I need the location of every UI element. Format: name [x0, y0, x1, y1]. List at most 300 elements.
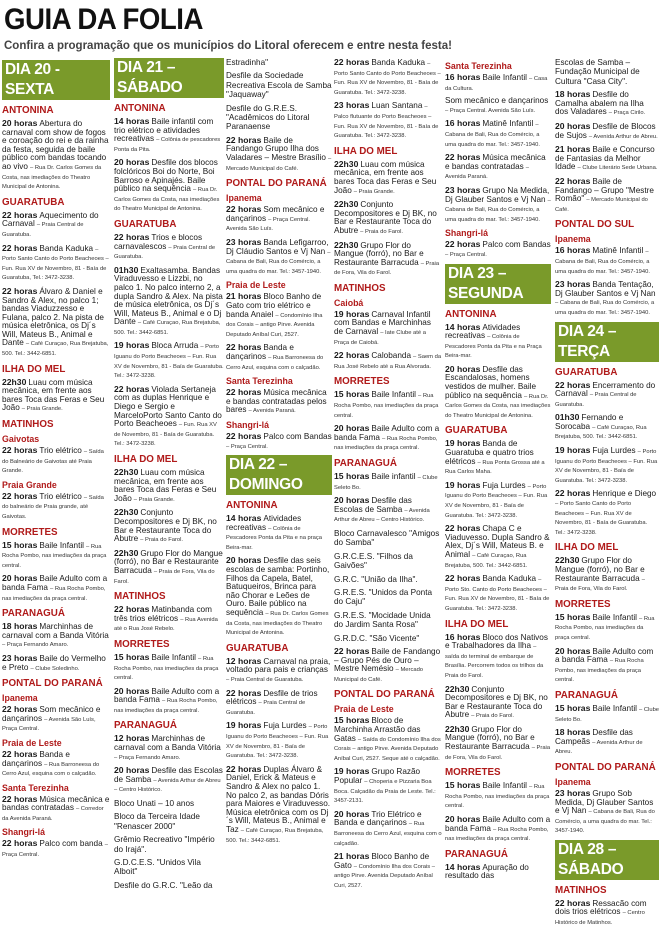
- event-location: – Rua Avenida até o Rua José Rebelo.: [114, 616, 218, 633]
- event-time: 20 horas: [334, 808, 370, 819]
- city-heading: GUARATUBA: [2, 196, 65, 208]
- event-description: Grupo Razão Popular: [334, 767, 421, 785]
- event-description: Desfile das Escolas de Samba: [334, 496, 412, 514]
- event-location: – Café Curaçao, Rua Brejatuba, 500. Tel.: 3442-6851.: [445, 552, 528, 569]
- event-time: 19 horas: [334, 308, 370, 319]
- event-location: – Rua Rocha Pombo, nas imediações da praça central.: [2, 543, 107, 569]
- column-1: [2, 58, 110, 859]
- event-entry: [114, 117, 224, 154]
- event-entry: [114, 766, 224, 795]
- event-entry: [114, 734, 224, 762]
- event-description: Baile de Fandango – Grupo Pés de Ouro – Mestre Nemésio: [334, 647, 441, 674]
- event-time: 15 horas: [2, 539, 38, 550]
- event-description: Marchinhas de carnaval com a Banda Vitória: [2, 622, 109, 640]
- district-heading: Shangri-lá: [2, 827, 46, 838]
- event-location: – Fun. Rua XV de Novembro, 81 - Baía de Guaratuba. Tel.: 3472-3238.: [114, 422, 217, 448]
- event-entry: [114, 687, 224, 716]
- event-time: 18 horas: [555, 89, 591, 100]
- event-text: Bloco da Terceira Idade "Renascer 2000": [114, 812, 200, 831]
- event-location: – Cabana de Bali, Rua do Comércio, a uma quadra do mar. Tel.: 3457-1940.: [226, 249, 331, 275]
- event-time: 22 horas: [2, 704, 38, 715]
- event-entry: [445, 439, 551, 476]
- event-entry: [555, 122, 659, 141]
- event-location: – Rua Barroneesa do Cerro Azul, esquina com o calçadão.: [2, 761, 100, 778]
- event-description: Baile Infantil: [39, 540, 84, 550]
- event-location: – Praia de Fora, Vila do Farol.: [445, 745, 551, 761]
- day-header: DIA 21 – SÁBADO: [114, 58, 224, 98]
- event-time: 22 horas: [226, 387, 262, 398]
- event-entry: [226, 432, 332, 451]
- event-description: Aquecimento do Carnaval: [2, 210, 99, 229]
- event-time: 15 horas: [555, 702, 591, 713]
- event-time: 22h30: [445, 723, 470, 734]
- event-entry: [334, 472, 442, 492]
- column-5: [445, 58, 551, 881]
- event-time: 23 horas: [226, 237, 262, 247]
- event-description: Trio elétrico: [39, 491, 82, 501]
- event-description: Grupo Sob Medida, Dj Glauber Santos e Vj Nan: [555, 788, 654, 816]
- event-time: 16 horas: [445, 72, 481, 82]
- event-entry: [445, 633, 551, 681]
- event-description: Matinê Infantil: [482, 119, 534, 129]
- district-heading: Gaivotas: [2, 434, 40, 445]
- event-location: – Praia Grande.: [21, 406, 63, 413]
- event-time: 16 horas: [445, 631, 481, 642]
- event-entry: [445, 365, 551, 421]
- event-entry: [226, 721, 332, 760]
- event-entry: [114, 468, 224, 504]
- event-description: Matinbanda com três trios elétricos: [114, 605, 212, 623]
- page-subtitle: Confira a programação que os municípios do Litoral oferecem e entre nesta festa!: [4, 40, 452, 52]
- event-entry: [114, 385, 224, 449]
- event-entry: [445, 240, 551, 259]
- event-entry: [2, 378, 110, 414]
- event-entry: [226, 136, 332, 173]
- event-entry: [555, 728, 659, 757]
- event-description: Banda e dançarinos: [226, 343, 294, 361]
- event-time: 20 horas: [334, 495, 370, 506]
- event-entry: [445, 815, 551, 844]
- event-description: Matinê Infantil: [592, 246, 644, 256]
- district-heading: Caiobá: [334, 297, 364, 308]
- district-heading: Shangri-lá: [226, 419, 270, 430]
- event-entry: [226, 689, 332, 718]
- event-entry: [445, 781, 551, 811]
- event-entry: [2, 287, 110, 359]
- event-time: 15 horas: [334, 471, 370, 481]
- event-time: 22 horas: [114, 604, 150, 615]
- event-entry: [114, 266, 224, 338]
- event-location: – Clube Literário Sede Urbana.: [577, 165, 658, 172]
- event-entry: [445, 153, 551, 182]
- event-description: Baile Adulto com a banda Fama: [2, 574, 108, 592]
- event-description: Banda e dançarinos: [2, 749, 70, 768]
- column-6: [555, 58, 660, 927]
- event-location: – Rua Rocha Pombo, nas imediações da praça central.: [555, 658, 644, 684]
- event-text: G.R.C.E.S. "Filhos da Gaivões": [334, 551, 413, 571]
- event-location: – Rua Rocha Pombo, nas imediações da praça central.: [445, 826, 549, 843]
- event-entry: [555, 489, 659, 537]
- event-entry: [2, 622, 110, 650]
- event-time: 22 horas: [2, 793, 38, 804]
- city-heading: PONTAL DO PARANÁ: [226, 178, 327, 190]
- event-description: Desfile de trios elétricos: [226, 688, 318, 707]
- event-entry: [226, 556, 332, 637]
- event-description: Fuja Lurdes: [592, 446, 636, 456]
- event-entry: [555, 789, 659, 836]
- event-time: 14 horas: [445, 321, 481, 332]
- event-location: – Rua Rocha Pombo, nas imediações da praça central.: [445, 784, 550, 810]
- event-description: Calobanda: [371, 351, 411, 361]
- event-time: 22 horas: [226, 687, 262, 698]
- district-heading: Ipanema: [226, 193, 262, 204]
- city-heading: ILHA DO MEL: [334, 145, 398, 157]
- event-location: – Praia Grande.: [353, 188, 395, 195]
- event-entry: [555, 145, 659, 173]
- event-time: 22 horas: [334, 57, 370, 67]
- column-2: [114, 56, 224, 890]
- event-time: 20 horas: [2, 573, 38, 584]
- city-heading: ANTONINA: [2, 105, 54, 116]
- event-description: Banda Lefigarroo, Dj Cláudio Santos e Vj Nan: [226, 238, 329, 256]
- event-location: – Condomínio Ilha dos Corais – antigo Pirve. Avenida Deputado Aníbal Curi, 2527.: [334, 863, 435, 889]
- event-entry: [226, 657, 332, 685]
- event-entry: [555, 280, 659, 317]
- event-time: 19 horas: [555, 445, 591, 456]
- city-heading: MATINHOS: [2, 419, 54, 431]
- event-location: – Saída do Balneário de Gaivotas até Praia Grande.: [2, 449, 104, 475]
- event-time: 22 horas: [226, 342, 262, 353]
- event-location: – Mercado Municipal do Café.: [226, 156, 332, 172]
- event-time: 22h30: [114, 507, 139, 518]
- event-time: 22 horas: [2, 445, 38, 456]
- event-entry: [114, 341, 224, 380]
- event-location: – Rua Rocha Pombo, nas imediações da praça central.: [555, 615, 655, 641]
- event-time: 18 horas: [2, 621, 38, 632]
- event-time: 20 horas: [445, 363, 481, 374]
- event-location: – Rua Rocha Pombo, nas imediações da praça central.: [334, 435, 438, 452]
- event-location: – Praia do Farol.: [360, 228, 404, 235]
- city-heading: ILHA DO MEL: [2, 363, 66, 375]
- event-description: Baile de Fandango – Grupo "Mestre Romão": [555, 176, 654, 204]
- event-time: 15 horas: [334, 389, 370, 400]
- event-location: – Avenida Arthur de Abreu.: [555, 739, 643, 756]
- district-heading: Santa Terezinha: [226, 376, 293, 387]
- column-3: [226, 58, 332, 844]
- event-entry: [2, 446, 110, 476]
- event-entry: [2, 492, 110, 522]
- event-entry: [114, 605, 224, 634]
- event-entry: [334, 390, 442, 420]
- event-time: 22 horas: [2, 838, 38, 849]
- city-heading: PARANAGUÁ: [114, 720, 177, 732]
- event-description: Som mecânico e dançarinos: [226, 205, 325, 223]
- city-heading: PONTAL DO PARANÁ: [555, 761, 656, 773]
- city-heading: ILHA DO MEL: [114, 454, 178, 465]
- event-time: 22 horas: [2, 490, 38, 501]
- event-location: – Rua Rocha Pombo, nas imediações da praça central.: [114, 698, 218, 714]
- city-heading: GUARATUBA: [226, 642, 289, 654]
- event-location: – Porto Santo Canto do Porto Beacheoes – Fun. Rua XV de Novembro, 81 - Baía de Guaratuba. Tel.: 3472-3238.: [555, 501, 648, 536]
- city-heading: ILHA DO MEL: [445, 618, 509, 630]
- city-heading: MATINHOS: [334, 282, 386, 294]
- event-location: – Avenida Arthur de Abreu.: [588, 133, 658, 140]
- event-description: Trio Elétrico e Banda e dançarinos: [334, 809, 422, 828]
- event-location: – Café Curaçao, Rua Brejatuba, 500. Tel.: 3442-6851.: [226, 827, 324, 844]
- event-entry: [2, 541, 110, 571]
- event-time: 20 horas: [114, 685, 150, 696]
- event-time: 15 horas: [114, 651, 150, 662]
- event-time: 19 horas: [445, 479, 481, 490]
- event-time: 22 horas: [555, 175, 591, 186]
- event-description: Grupo Flor do Mangue (forró), no Bar e Restaurante Barracuda: [555, 556, 645, 583]
- event-location: – Palco flutuante do Porto Beacheoes – Fun. Rua XV de Novembro, 81 - Baía de Guaratuba. Tel.: 3472-3238.: [334, 104, 439, 140]
- event-description: Exaltasamba. Bandas Viraduvesso e Lizzbi, no palco 1. No palco interno 2, a dupla Sandro & Alex. Na pista de música eletrônica, os Dj´s Will, Mateus B., Animal e o Dj Dante: [114, 265, 223, 327]
- event-location: – Mercado Municipal do Café.: [334, 667, 424, 683]
- district-heading: Ipanema: [555, 234, 591, 245]
- event-entry: [555, 246, 659, 276]
- event-entry: [2, 244, 110, 283]
- city-heading: GUARATUBA: [555, 366, 618, 378]
- event-time: 23 horas: [445, 184, 481, 195]
- event-location: – Rua Barroneesa do Cerro Azul, esquina com o calçadão.: [334, 821, 442, 847]
- event-description: Desfile das seis escolas de samba: Portinho, Filhos da Capela, Batel, Batuqueiros, Brinca para não Chorar e Leões de Ouro. Baile público na sequência: [226, 556, 330, 618]
- event-description: Conjunto Decompositores e Dj BK, no Bar e Restaurante Toca do Abutre: [445, 684, 548, 720]
- event-entry: [2, 839, 110, 859]
- event-location: – Clube Seleto Bo.: [334, 475, 438, 491]
- event-description: Encerramento do Carnaval: [555, 380, 656, 399]
- event-entry: [555, 177, 659, 214]
- event-description: Bloco Banho de Gato com trio elétrico e banda Anaiel: [226, 292, 322, 319]
- event-location: – Rua Dr. Carlos Gomes da Costa, nas imediações do Theatro Municipal de Antonina.: [2, 164, 102, 191]
- event-description: Palco com Bandas: [263, 431, 332, 441]
- event-description: Baile Infantil: [482, 781, 527, 791]
- event-time: 01h30: [114, 264, 139, 275]
- event-entry: [114, 508, 224, 544]
- event-time: 14 horas: [445, 861, 481, 872]
- event-location: – Praça Central.: [445, 251, 487, 258]
- district-heading: Praia de Leste: [226, 280, 286, 291]
- event-time: 22h30: [555, 555, 580, 566]
- event-description: Bloca Arruda: [151, 341, 199, 351]
- event-entry: [445, 481, 551, 520]
- event-time: 19 horas: [114, 340, 150, 351]
- event-entry: [445, 186, 551, 224]
- event-description: Abertura do carnaval com show de fogos e coroação do rei e da rainha da festa, seguida de baile público com bandas tocando ao vivo: [2, 119, 109, 171]
- event-description: Luau com música mecânica, em frente aos bares Toca das Feras e Seu João: [2, 377, 105, 413]
- event-time: 22 horas: [114, 383, 150, 394]
- event-description: Carnaval Infantil com Bandas e Marchinhas de Carnaval: [334, 309, 431, 337]
- district-heading: Santa Terezinha: [2, 782, 69, 793]
- event-location: – Cabana de Bali, Rua do Comércio, a uma quadra do mar. Tel.: 3457-1940.: [445, 122, 540, 148]
- event-time: 15 horas: [445, 780, 481, 791]
- event-time: 15 horas: [555, 611, 591, 622]
- event-location: – Praça Fernando Amaro.: [114, 754, 181, 761]
- event-text: G.R.D.C. "São Vicente": [334, 633, 420, 643]
- event-location: – Cabana de Bali, Rua do Comércio, a uma quadra do mar. Tel.: 3457-1940.: [445, 197, 551, 223]
- district-heading: Praia de Leste: [2, 737, 62, 748]
- event-time: 22 horas: [334, 646, 370, 657]
- event-description: Baile infantil com trio elétrico e atividades recreativas: [114, 117, 214, 144]
- event-location: – Cabana de Bali, Rua do Comércio, a uma quadra do mar. Tel.: 3457-1940.: [555, 300, 655, 316]
- event-location: – saída do terminal de embarque de Brasília. Percorrem todos os trilhos da Praia do Farol.: [445, 644, 544, 679]
- event-description: Violada Sertaneja com as duplas Henrique e Diego e Sergio e MarceloPorto Santo Canto do Porto Beacheoes: [114, 384, 222, 429]
- event-time: 12 horas: [114, 733, 150, 744]
- event-entry: [2, 574, 110, 603]
- event-location: – Rua Dr. Carlos Gomes da Costa, nas imediações do Theatro Municipal de Antonina.: [445, 393, 551, 419]
- event-entry: [555, 413, 659, 442]
- event-location: – Rua Rocha Pombo, nas imediações da praça central.: [2, 585, 106, 602]
- event-text: Desfile do G.R.E.S. "Acadêmicos do Litoral Paranaense: [226, 103, 310, 132]
- event-entry: [226, 205, 332, 234]
- city-heading: PONTAL DO PARANÁ: [2, 678, 103, 690]
- event-description: Trios e blocos carnavalescos: [114, 232, 203, 251]
- event-description: Atividades recreativas: [445, 322, 521, 341]
- event-time: 22 horas: [226, 204, 262, 215]
- event-time: 23 horas: [555, 787, 591, 798]
- event-entry: [334, 424, 442, 453]
- city-heading: MORRETES: [334, 376, 390, 388]
- event-location: – Avenida São Luís, Praça Central.: [2, 716, 96, 733]
- event-entry: [555, 381, 659, 410]
- event-description: Banda Kaduka: [482, 574, 537, 584]
- event-location: – Rua Dr. Carlos Gomes da Costa, nas imediações do Theatro Municipal de Antonina.: [114, 187, 220, 213]
- event-entry: [334, 101, 442, 140]
- city-heading: PONTAL DO SUL: [555, 219, 635, 231]
- event-time: 22h30: [334, 199, 359, 210]
- event-location: – Clube Soledinho.: [30, 665, 80, 672]
- event-description: Som mecânico e dançarinos: [2, 705, 101, 723]
- event-entry: [334, 200, 442, 236]
- event-location: – Corredor da Avenida Paraná.: [2, 806, 104, 822]
- event-entry: [114, 549, 224, 586]
- event-entry: [555, 899, 659, 928]
- event-description: Som mecânico e dançarinos: [445, 96, 549, 106]
- event-time: 21 horas: [334, 851, 370, 862]
- event-location: – Condomínio Ilha dos Corais – antigo Pirve. Avenida Deputado Aníbal Curi, 2527.: [226, 312, 323, 338]
- event-description: Conjunto Decompositores e Dj BK, no Bar e Restaurante Toca do Abutre: [334, 200, 437, 235]
- event-time: 20 horas: [226, 555, 262, 566]
- city-heading: PARANAGUÁ: [555, 689, 618, 701]
- event-location: – Colônia de Pescadores Ponta da Pita e na praça Beira-mar.: [226, 525, 323, 551]
- event-time: 14 horas: [226, 513, 262, 524]
- event-entry: [334, 351, 442, 371]
- city-heading: PARANAGUÁ: [445, 848, 508, 860]
- event-entry: [226, 238, 332, 276]
- event-time: 23 horas: [334, 100, 370, 111]
- event-time: 20 horas: [555, 645, 591, 656]
- event-description: Carnaval na praia, voltado para pais e crianças: [226, 656, 331, 675]
- event-description: Baile e Concurso de Fantasias da Melhor Idade: [555, 145, 655, 172]
- event-time: 22h30: [334, 158, 359, 169]
- event-location: – Rua Barroneesa do Cerro Azul, esquina com o calçadão.: [226, 354, 324, 371]
- event-time: 14 horas: [114, 116, 150, 126]
- page-title: GUIA DA FOLIA: [4, 3, 203, 36]
- event-description: Baile Infantil: [592, 703, 637, 713]
- city-heading: ANTONINA: [445, 308, 497, 320]
- event-location: – Iate Clube até a Praça de Caiobá.: [334, 330, 426, 346]
- event-entry: [226, 514, 332, 552]
- event-location: – Avenida Arthur de Abreu – Centro Histórico.: [334, 507, 430, 524]
- event-entry: [555, 90, 659, 118]
- event-location: – Cabana de Bali, Rua do Comércio, a uma quadra do mar. Tel.: 3457-1940.: [555, 809, 655, 835]
- event-location: – Praia Central de Guaratuba.: [226, 677, 304, 683]
- event-time: 22 horas: [555, 897, 591, 908]
- event-time: 22h30: [334, 239, 359, 250]
- event-description: Baile Infantil: [482, 73, 527, 82]
- event-time: 22h30: [114, 467, 139, 477]
- day-header: DIA 24 – TERÇA: [555, 322, 659, 362]
- city-heading: ANTONINA: [114, 103, 166, 114]
- event-time: 20 horas: [334, 423, 370, 434]
- event-time: 22 horas: [555, 379, 591, 390]
- event-location: – Porto Iguanu do Porto Beacheoes – Fun. Rua XV de Novembro, 81 - Baía de Guaratuba. Tel.: 3472-3238.: [226, 724, 329, 760]
- event-time: 20 horas: [114, 157, 150, 168]
- event-location: – Mercado Municipal do Café.: [555, 197, 648, 213]
- event-location: – Praia de Fora, Vila do Farol.: [334, 260, 440, 277]
- event-text: Estradinha": [226, 58, 269, 67]
- district-heading: Shangri-lá: [445, 228, 489, 239]
- event-location: – Porto Sto. Canto do Porto Beacheoes – Fun. Rua XV de Novembro, 81 - Baía de Guaratuba. Tel.: 3472-3238.: [445, 577, 550, 612]
- event-text: G.R.C. "União da Ilha".: [334, 574, 418, 584]
- city-heading: PARANAGUÁ: [334, 458, 397, 469]
- event-entry: [2, 795, 110, 824]
- event-time: 21 horas: [226, 291, 262, 302]
- event-description: Henrique e Diego: [592, 489, 657, 499]
- event-text: G.R.E.S. "Unidos da Ponta do Caju": [334, 588, 433, 607]
- event-location: – Praça Central. Avenida São Luís.: [445, 107, 536, 114]
- city-heading: MORRETES: [555, 598, 611, 610]
- event-location: – Colônia de pescadores Ponta da Pita.: [114, 137, 221, 153]
- event-description: Baile Infantil: [151, 652, 196, 662]
- city-heading: MORRETES: [445, 767, 501, 779]
- event-location: – Praia Central de Guaratuba.: [114, 244, 216, 261]
- event-time: 22 horas: [555, 488, 591, 499]
- event-description: Baile Adulto com a banda Fama: [445, 815, 551, 833]
- event-time: 22 horas: [226, 430, 262, 441]
- event-time: 01h30: [555, 412, 580, 423]
- event-time: 18 horas: [555, 727, 591, 738]
- event-description: Baile Infantil: [371, 390, 416, 400]
- event-entry: [334, 310, 442, 347]
- event-description: Trio elétrico: [39, 446, 82, 456]
- event-description: Baile de Fandango Grupo Ilha dos Valadares – Mestre Brasílio: [226, 135, 326, 163]
- event-description: Palco com banda: [39, 839, 103, 849]
- event-entry: [445, 524, 551, 570]
- event-description: Atividades recreativas: [226, 514, 302, 532]
- event-time: 22h30: [2, 376, 27, 387]
- event-location: – Café Curaçao, Rua Brejatuba, 500. Tel.: 3442-6851.: [2, 341, 109, 358]
- district-heading: Ipanema: [2, 693, 38, 704]
- event-entry: [445, 725, 551, 762]
- event-description: Banda Kaduka: [371, 58, 426, 67]
- district-heading: Praia Grande: [2, 479, 57, 490]
- event-time: 22 horas: [2, 242, 38, 253]
- event-time: 22 horas: [445, 523, 481, 534]
- event-description: Álvaro & Daniel e Sandro & Alex, no palco 1; bandas Viaduzzesso e Fulana, palco 2. Na pista de música eletrônica, os Dj´s Will, Mateus B., Animal e Dante: [2, 286, 104, 348]
- event-location: – Praça Cirilo.: [608, 110, 646, 117]
- event-description: Banda de Guaratuba e quatro trios elétricos: [445, 439, 534, 466]
- event-entry: [334, 716, 442, 763]
- event-description: Fernando e Sorocaba: [555, 413, 624, 431]
- event-description: Duplas Álvaro & Daniel, Erick & Mateus e Sandro & Alex no palco 1. No palco 2, as bandas Dóris para Maiores e Viraduvesso. Música eletrônica com os Dj´s Will, Mateus B., Animal e Taz: [226, 764, 331, 834]
- event-entry: [445, 119, 551, 149]
- event-time: 22 horas: [226, 134, 262, 145]
- event-time: 23 horas: [2, 652, 38, 663]
- event-time: 22 horas: [2, 748, 38, 759]
- city-heading: PARANAGUÁ: [2, 608, 65, 620]
- event-description: Baile Adulto com a banda Fama: [334, 424, 440, 442]
